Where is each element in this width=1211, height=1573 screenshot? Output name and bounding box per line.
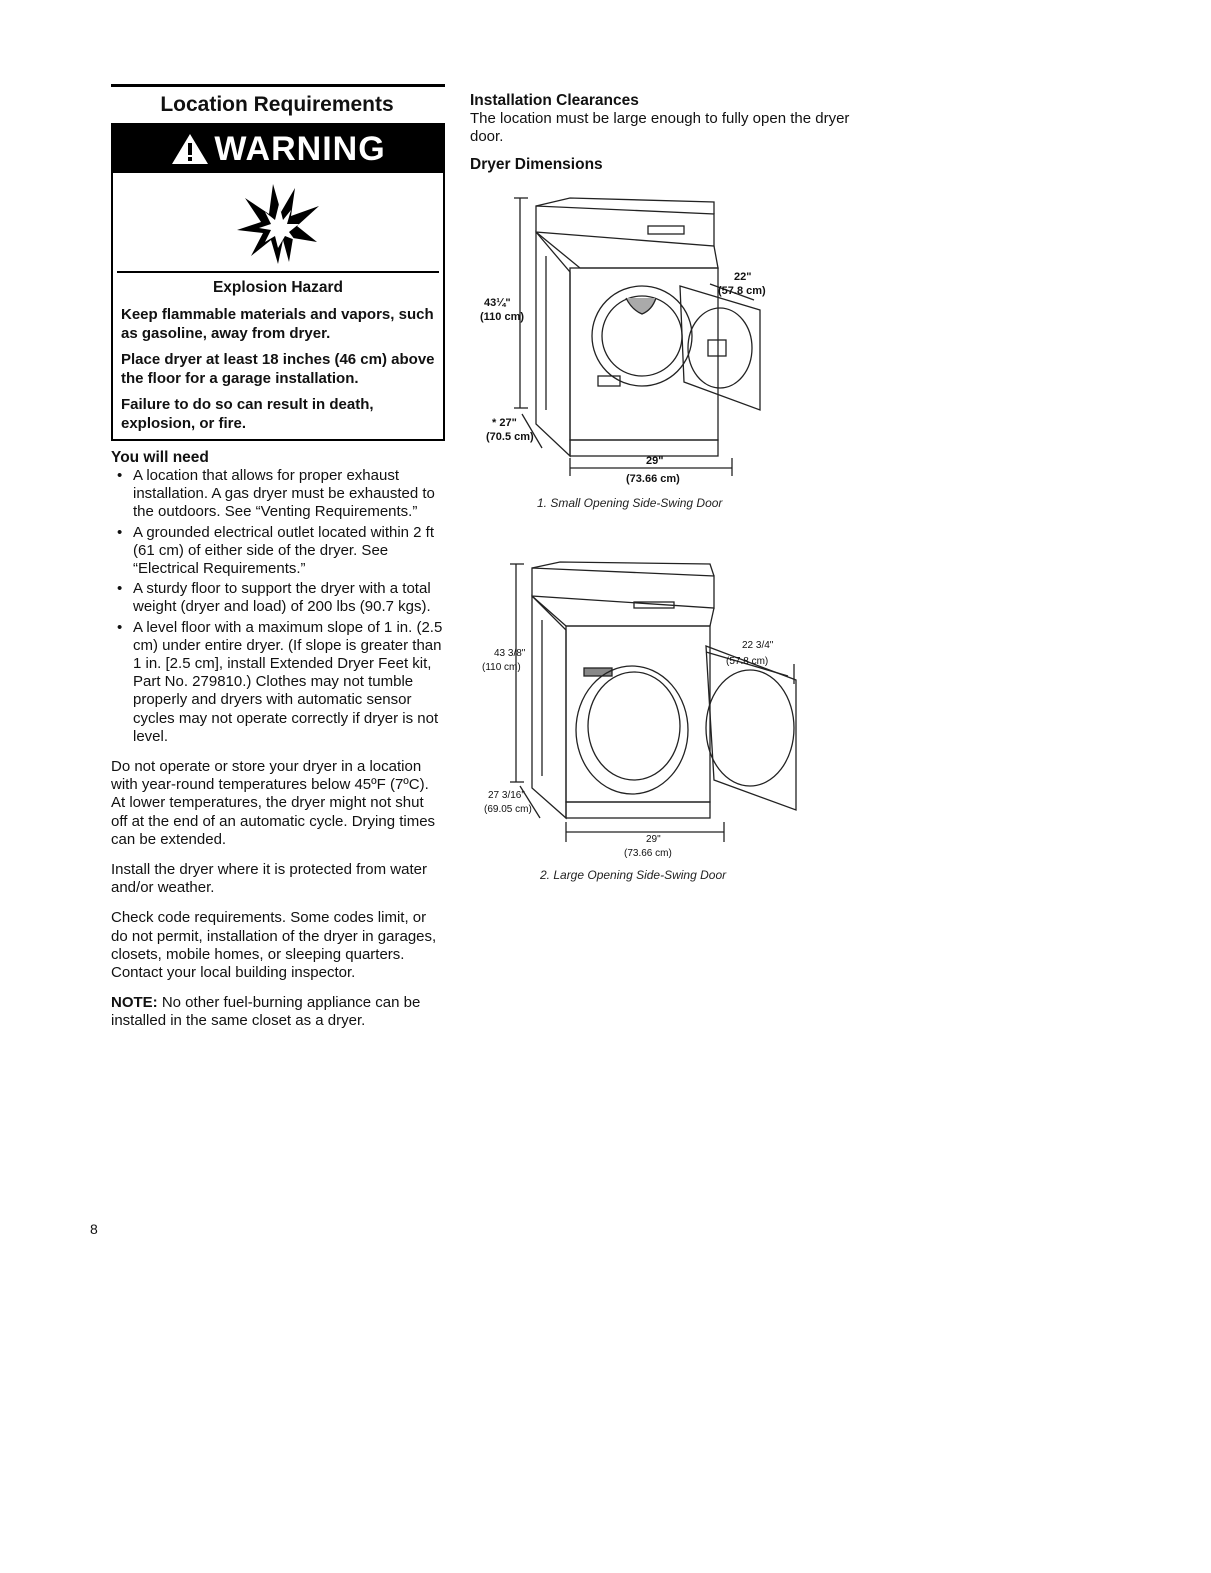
clearances-text: The location must be large enough to fully open the dryer door.: [470, 110, 850, 145]
alert-triangle-icon: [170, 132, 210, 166]
dim-width-inches: 29": [646, 834, 661, 845]
dim-depth-inches: 27 3/16": [488, 790, 525, 801]
warning-paragraph: Failure to do so can result in death, explosion, or fire.: [121, 396, 374, 432]
note-label: NOTE:: [111, 994, 158, 1012]
dryer-diagram-1: [470, 186, 810, 486]
section-rule: [111, 84, 445, 87]
hazard-title: Explosion Hazard: [212, 279, 344, 296]
warning-paragraph: Place dryer at least 18 inches (46 cm) above the floor for a garage installation.: [121, 351, 435, 387]
dim-door-inches: 22": [734, 271, 752, 283]
dryer-dimensions-column: [470, 92, 850, 174]
list-item: • A level floor with a maximum slope of 1 in. (2.5 cm) under entire dryer. (If slope is greater than 1 in. [2.5 cm], install Extended Dryer Feet kit, Part No. 279810.) Clothes may not tumble properly and dryers with automatic sensor cycles may not operate correctly if dryer is not level.: [111, 619, 443, 746]
body-paragraph: Do not operate or store your dryer in a location with year-round temperatures below 45ºF (7ºC). At lower temperatures, the dryer might not shut off at the end of an automatic cycle. Drying times can be extended.: [111, 758, 436, 848]
warning-body: [113, 273, 443, 439]
figure-large-opening-door: [470, 560, 810, 860]
figure-caption: 1. Small Opening Side-Swing Door: [537, 496, 723, 510]
note-text: No other fuel-burning appliance can be installed in the same closet as a dryer.: [111, 994, 421, 1030]
dim-door-cm: (57.8 cm): [718, 285, 766, 297]
warning-box: [111, 123, 445, 441]
note-paragraph: [111, 994, 443, 1030]
page-number: 8: [90, 1221, 98, 1237]
list-item: • A grounded electrical outlet located within 2 ft (61 cm) of either side of the dryer. See “Electrical Requirements.”: [111, 524, 443, 579]
you-will-need-heading: You will need: [111, 449, 209, 466]
dim-height-cm: (110 cm): [482, 662, 521, 673]
location-requirements-column: [111, 84, 443, 1031]
dim-height-cm: (110 cm): [480, 311, 525, 323]
dim-door-cm: (57.8 cm): [726, 656, 769, 667]
dim-depth-cm: (70.5 cm): [486, 431, 534, 443]
warning-label: WARNING: [214, 130, 386, 168]
list-item: • A sturdy floor to support the dryer with a total weight (dryer and load) of 200 lbs (90.7 kgs).: [111, 580, 443, 616]
dim-width-cm: (73.66 cm): [626, 473, 680, 485]
dim-depth-cm: (69.05 cm): [484, 804, 532, 815]
dim-width-cm: (73.66 cm): [624, 848, 672, 859]
explosion-icon: [233, 178, 323, 266]
dim-width-inches: 29": [646, 455, 664, 467]
body-paragraph: Install the dryer where it is protected from water and/or weather.: [111, 861, 427, 897]
warning-image: [117, 173, 439, 273]
dryer-diagram-2: [470, 560, 810, 860]
clearances-heading: Installation Clearances: [470, 92, 639, 109]
section-title: Location Requirements: [160, 93, 394, 116]
warning-paragraph: Keep flammable materials and vapors, such as gasoline, away from dryer.: [121, 306, 434, 342]
list-item: • A location that allows for proper exhaust installation. A gas dryer must be exhausted to the outdoors. See “Venting Requirements.”: [111, 467, 443, 522]
dim-height-inches: 43 3/8": [494, 648, 526, 659]
dim-depth-inches: * 27": [492, 417, 517, 429]
dim-door-inches: 22 3/4": [742, 640, 774, 651]
figure-small-opening-door: [470, 186, 810, 486]
dimensions-heading: Dryer Dimensions: [470, 156, 603, 173]
figure-caption: 2. Large Opening Side-Swing Door: [540, 868, 727, 882]
body-paragraph: Check code requirements. Some codes limit, or do not permit, installation of the dryer in garages, closets, mobile homes, or sleeping quarters. Contact your local building inspector.: [111, 909, 437, 982]
dim-height-inches: 43¼": [484, 297, 511, 309]
warning-banner: [113, 125, 443, 173]
requirements-list: [111, 467, 443, 746]
